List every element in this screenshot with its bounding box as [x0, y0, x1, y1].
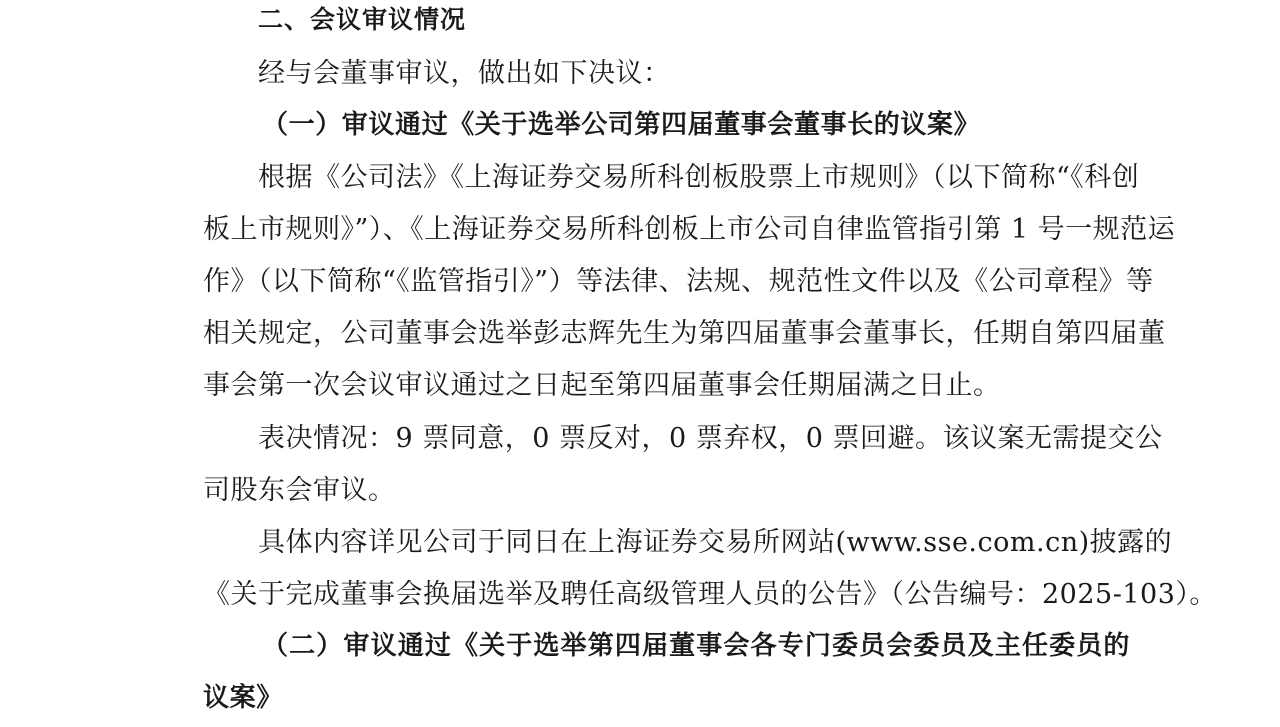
resolution2-title-line: 议案》: [203, 683, 283, 713]
resolution1-vote-line: 司股东会审议。: [203, 475, 396, 506]
resolution1-paragraph-line: 事会第一次会议审议通过之日起至第四届董事会任期届满之日止。: [203, 370, 1001, 401]
section-heading: 二、会议审议情况: [258, 5, 467, 34]
resolution1-title: （一）审议通过《关于选举公司第四届董事会董事长的议案》: [262, 110, 981, 140]
resolution1-vote-line: 表决情况：9 票同意，0 票反对，0 票弃权，0 票回避。该议案无需提交公: [258, 423, 1163, 454]
resolution1-paragraph-line: 板上市规则》”）、《上海证券交易所科创板上市公司自律监管指引第 1 号一规范运: [203, 214, 1176, 245]
resolution1-paragraph-line: 根据《公司法》《上海证券交易所科创板股票上市规则》（以下简称“《科创: [258, 162, 1140, 193]
section-intro: 经与会董事审议，做出如下决议：: [258, 58, 671, 89]
resolution1-paragraph-line: 相关规定，公司董事会选举彭志辉先生为第四届董事会董事长，任期自第四届董: [203, 318, 1166, 349]
resolution2-title-line: （二）审议通过《关于选举第四届董事会各专门委员会委员及主任委员的: [262, 631, 1130, 661]
resolution1-paragraph-line: 作》（以下简称“《监管指引》”）等法律、法规、规范性文件以及《公司章程》等: [203, 266, 1154, 297]
resolution1-detail-line: 《关于完成董事会换届选举及聘任高级管理人员的公告》（公告编号：2025-103）。: [203, 579, 1217, 610]
resolution1-detail-line: 具体内容详见公司于同日在上海证券交易所网站(www.sse.com.cn)披露的: [258, 527, 1173, 558]
